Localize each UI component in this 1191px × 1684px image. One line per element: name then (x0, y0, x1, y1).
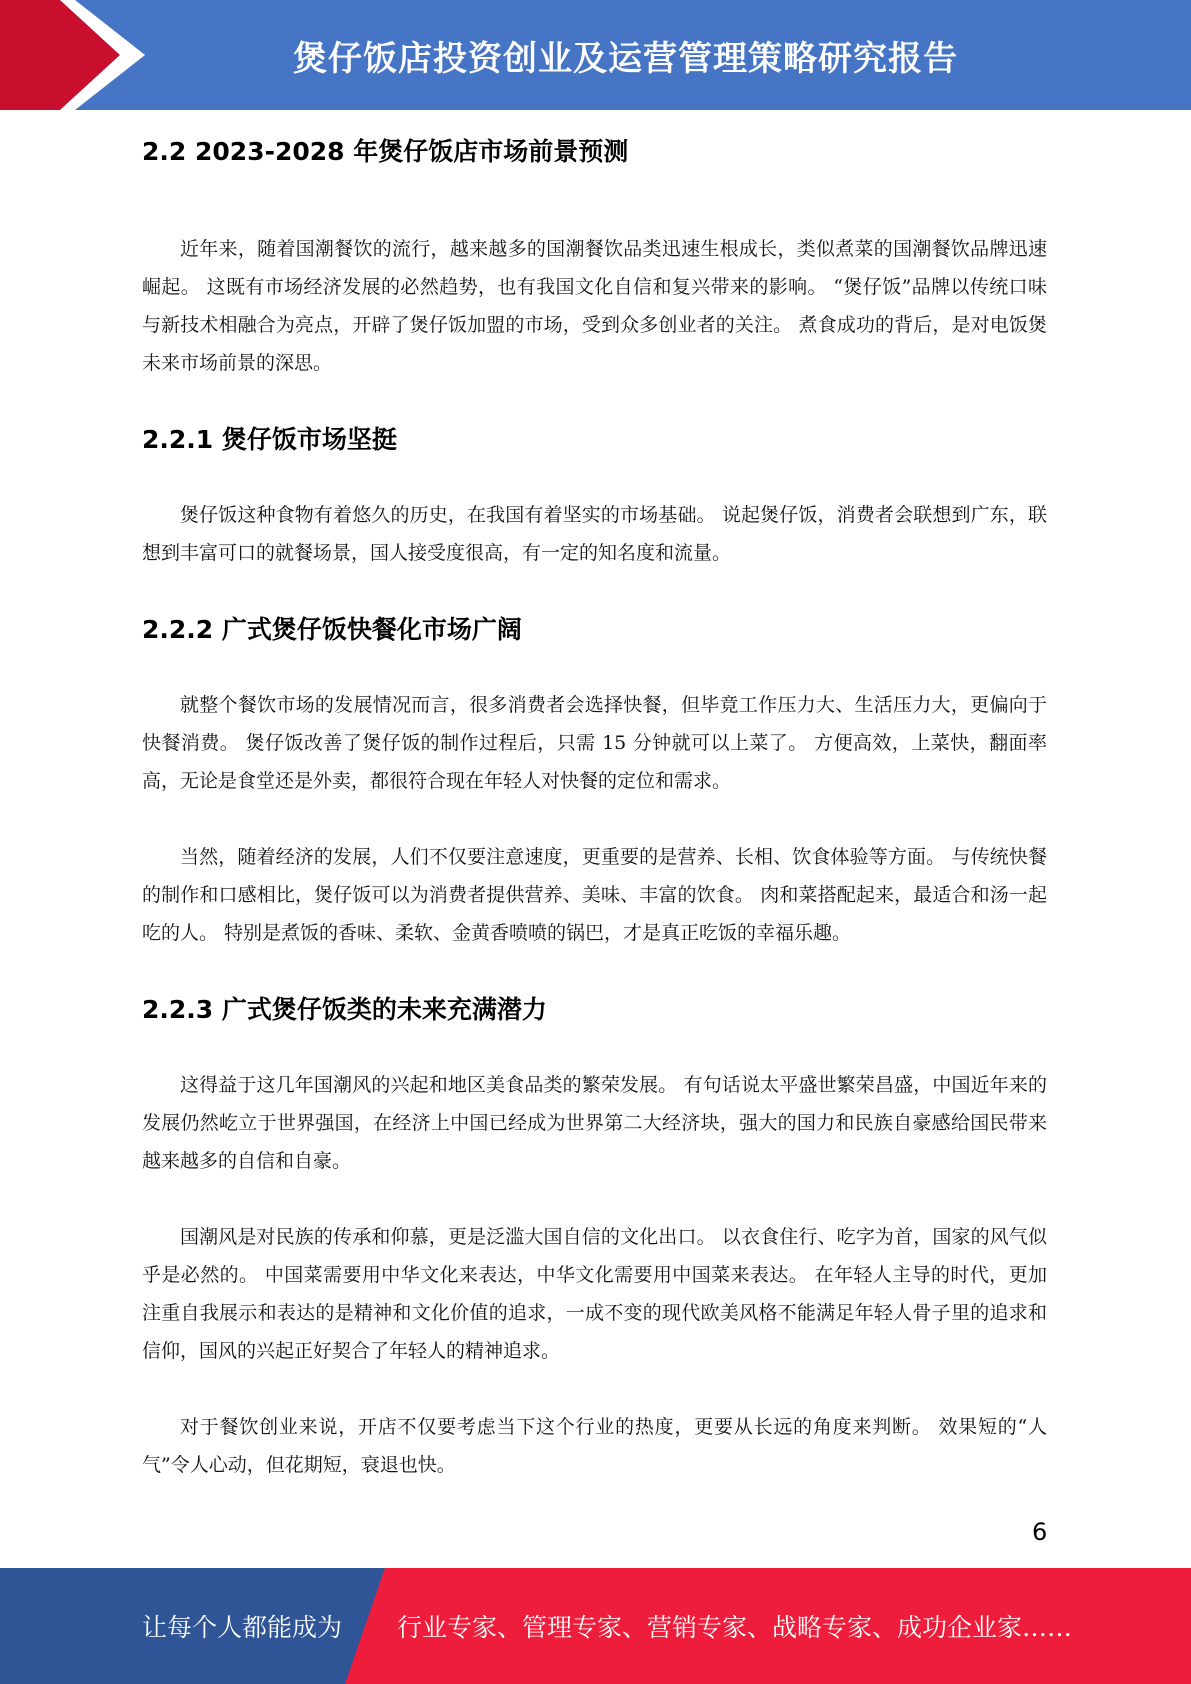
section-2-2-2-paragraph-2: 当然，随着经济的发展，人们不仅要注意速度，更重要的是营养、长相、饮食体验等方面。 与传统快餐的制作和口感相比，煲仔饭可以为消费者提供营养、美味、丰富的饮食。 肉和菜搭配起来，最适合和汤一起吃的人。 特别是煮饭的香味、柔软、金黄香喷喷的锅巴，才是真正吃饭的幸福乐趣。 (142, 846, 1047, 944)
section-2-2-2-heading: 2.2.2 广式煲仔饭快餐化市场广阔 (142, 615, 522, 644)
report-title: 煲仔饭店投资创业及运营管理策略研究报告 (293, 38, 958, 79)
section-2-2-3-paragraph-1: 这得益于这几年国潮风的兴起和地区美食品类的繁荣发展。 有句话说太平盛世繁荣昌盛，中国近年来的发展仍然屹立于世界强国，在经济上中国已经成为世界第二大经济块，强大的国力和民族自豪感给国民带来越来越多的自信和自豪。 (142, 1074, 1047, 1172)
footer-slogan-left: 让每个人都能成为 (142, 1613, 343, 1642)
page-number: 6 (1032, 1518, 1048, 1546)
section-2-2-1-paragraph-1: 煲仔饭这种食物有着悠久的历史，在我国有着坚实的市场基础。 说起煲仔饭，消费者会联想到广东，联想到丰富可口的就餐场景，国人接受度很高，有一定的知名度和流量。 (142, 504, 1047, 564)
section-2-2-1-heading: 2.2.1 煲仔饭市场坚挺 (142, 425, 397, 454)
page-header (0, 0, 1191, 110)
section-2-2-2-paragraph-1: 就整个餐饮市场的发展情况而言，很多消费者会选择快餐，但毕竟工作压力大、生活压力大，更偏向于快餐消费。 煲仔饭改善了煲仔饭的制作过程后，只需 15 分钟就可以上菜了。 方便高效，上菜快，翻面率高，无论是食堂还是外卖，都很符合现在年轻人对快餐的定位和需求。 (142, 694, 1047, 792)
section-2-2-heading: 2.2 2023-2028 年煲仔饭店市场前景预测 (142, 137, 629, 166)
main-content (142, 118, 1047, 1522)
section-2-2-3-paragraph-3: 对于餐饮创业来说，开店不仅要考虑当下这个行业的热度，更要从长远的角度来判断。 效果短的“人气”令人心动，但花期短，衰退也快。 (142, 1416, 1047, 1476)
footer-slogan-right: 行业专家、管理专家、营销专家、战略专家、成功企业家…… (397, 1613, 1073, 1642)
red-arrow-icon (0, 0, 160, 110)
section-2-2-paragraph-1: 近年来，随着国潮餐饮的流行，越来越多的国潮餐饮品类迅速生根成长，类似煮菜的国潮餐饮品牌迅速崛起。 这既有市场经济发展的必然趋势，也有我国文化自信和复兴带来的影响。 “煲仔饭”品牌以传统口味与新技术相融合为亮点，开辟了煲仔饭加盟的市场，受到众多创业者的关注。 煮食成功的背后，是对电饭煲未来市场前景的深思。 (142, 238, 1047, 374)
section-2-2-3-paragraph-2: 国潮风是对民族的传承和仰慕，更是泛滥大国自信的文化出口。 以衣食住行、吃字为首，国家的风气似乎是必然的。 中国菜需要用中华文化来表达，中华文化需要用中国菜来表达。 在年轻人主导的时代，更加注重自我展示和表达的是精神和文化价值的追求，一成不变的现代欧美风格不能满足年轻人骨子里的追求和信仰，国风的兴起正好契合了年轻人的精神追求。 (142, 1226, 1047, 1362)
section-2-2-3-heading: 2.2.3 广式煲仔饭类的未来充满潜力 (142, 995, 547, 1024)
page-footer (0, 1568, 1191, 1684)
